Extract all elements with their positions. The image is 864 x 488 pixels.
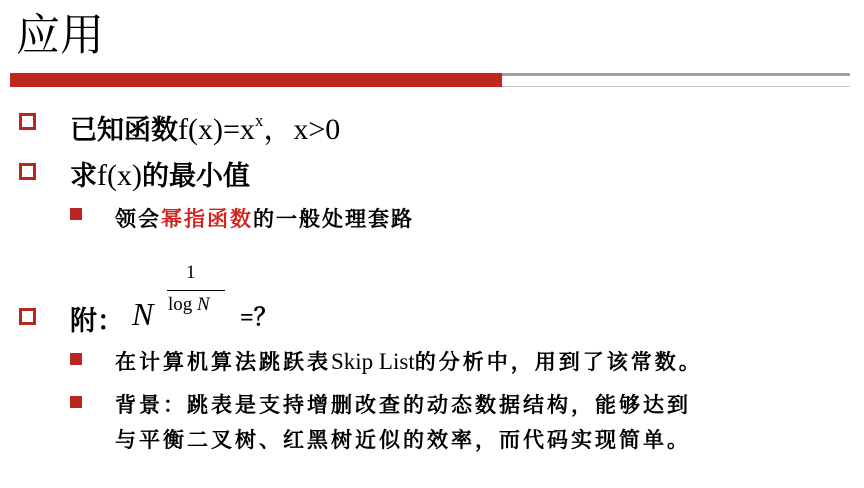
sub-bullet-background-line1: 背景：跳表是支持增删改查的动态数据结构，能够达到 bbox=[115, 392, 691, 417]
denominator-variable: N bbox=[197, 294, 210, 315]
formula-condition: ，x>0 bbox=[263, 113, 341, 146]
filled-square-bullet-icon bbox=[70, 396, 82, 408]
hollow-square-bullet-icon bbox=[19, 308, 36, 325]
highlight-term: 幂指函数 bbox=[161, 206, 253, 231]
fraction-bar bbox=[167, 290, 225, 291]
bullet-function-definition bbox=[70, 104, 340, 148]
bullet-find-minimum bbox=[70, 154, 250, 193]
skip-list-term: Skip List bbox=[331, 349, 415, 374]
formula: f(x) bbox=[97, 159, 142, 192]
bullet-appendix-label: 附： bbox=[70, 306, 124, 337]
math-equals: =？ bbox=[240, 305, 278, 331]
sub-bullet-skip-list bbox=[115, 346, 703, 376]
text-after: 的一般处理套路 bbox=[253, 206, 414, 231]
text-before: 在计算机算法跳跃表 bbox=[115, 349, 331, 374]
formula-exponent: x bbox=[254, 111, 264, 130]
title-underline-gray-thin bbox=[502, 86, 850, 87]
math-numerator: 1 bbox=[186, 262, 196, 283]
bullet-prefix: 求 bbox=[70, 161, 97, 192]
title-underline-red bbox=[10, 73, 502, 87]
formula: f(x)=x bbox=[178, 113, 255, 146]
math-denominator bbox=[168, 294, 210, 316]
bullet-text: 已知函数 bbox=[70, 115, 178, 146]
sub-bullet-power-exponential bbox=[115, 203, 414, 233]
filled-square-bullet-icon bbox=[70, 353, 82, 365]
slide-title: 应用 bbox=[16, 10, 104, 61]
hollow-square-bullet-icon bbox=[19, 113, 36, 130]
bullet-text: 的最小值 bbox=[141, 161, 250, 192]
text-after: 的分析中，用到了该常数。 bbox=[414, 349, 703, 374]
log-operator: log bbox=[168, 294, 193, 315]
title-underline-gray bbox=[502, 73, 850, 76]
hollow-square-bullet-icon bbox=[19, 163, 36, 180]
filled-square-bullet-icon bbox=[70, 208, 82, 220]
sub-bullet-background-line2: 与平衡二叉树、红黑树近似的效率，而代码实现简单。 bbox=[115, 427, 691, 452]
math-base: N bbox=[132, 296, 154, 332]
text-before: 领会 bbox=[115, 206, 161, 231]
